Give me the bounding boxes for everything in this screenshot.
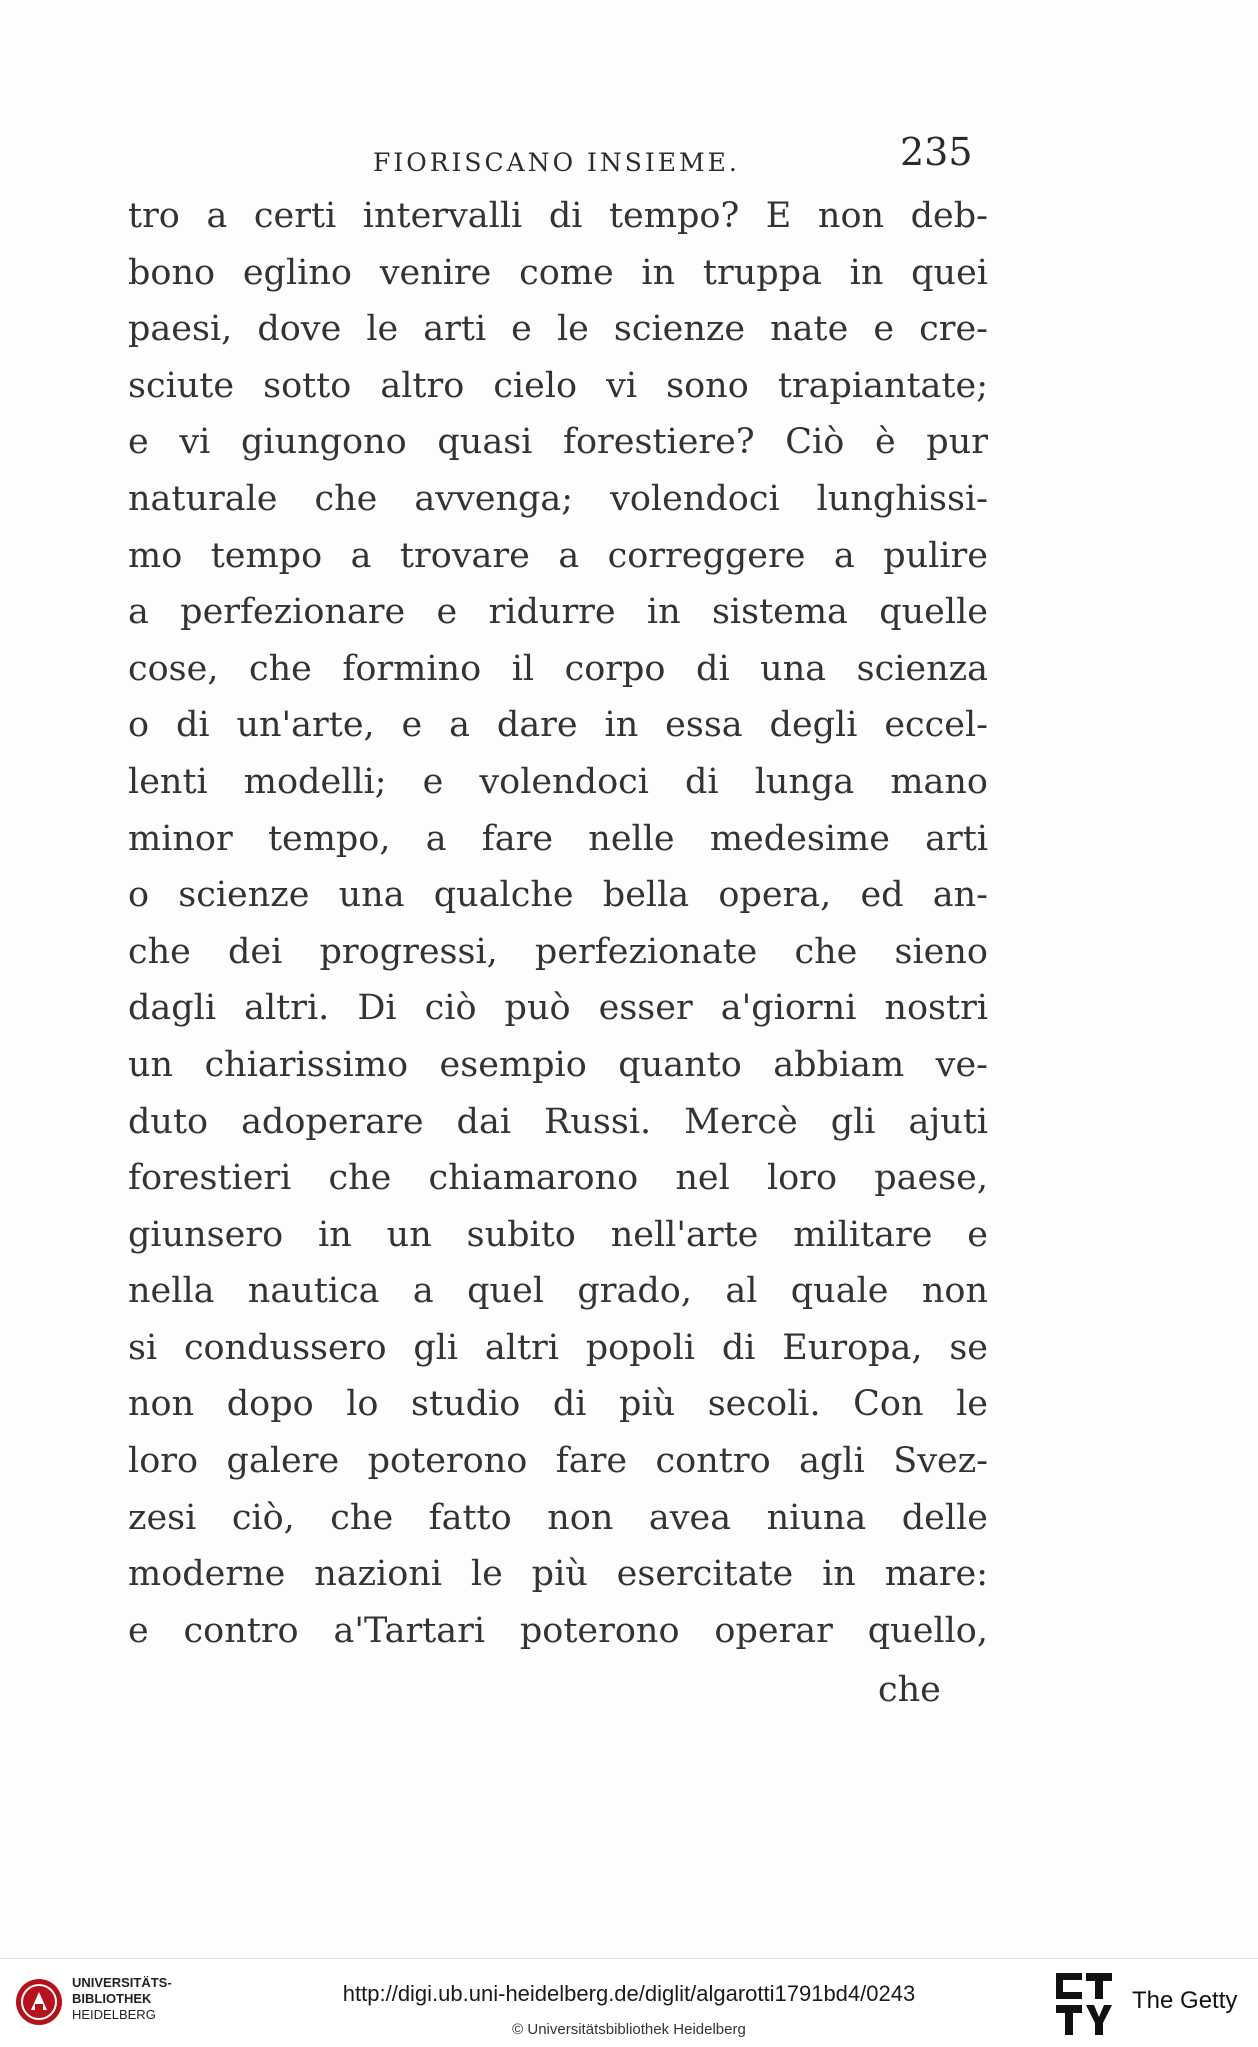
text-line: non dopo lo studio di più secoli. Con le [128, 1384, 988, 1425]
running-head: FIORISCANO INSIEME. [373, 148, 740, 177]
institution-line: UNIVERSITÄTS- [72, 1975, 172, 1990]
institution-line: BIBLIOTHEK [72, 1991, 152, 2006]
text-line: si condussero gli altri popoli di Europa, se [128, 1327, 988, 1368]
text-line: moderne nazioni le più esercitate in mare: [128, 1554, 988, 1595]
text-line: che dei progressi, perfezionate che sieno [128, 931, 988, 972]
text-line: un chiarissimo esempio quanto abbiam ve- [128, 1044, 988, 1085]
text-line: sciute sotto altro cielo vi sono trapiantate; [128, 365, 988, 406]
text-line: lenti modelli; e volendoci di lunga mano [128, 761, 988, 802]
text-line: cose, che formino il corpo di una scienza [128, 648, 988, 689]
partner-name: The Getty [1132, 1987, 1238, 2014]
text-line: naturale che avvenga; volendoci lunghissi- [128, 478, 988, 519]
text-line: loro galere poterono fare contro agli Svez- [128, 1441, 988, 1482]
text-line: dagli altri. Di ciò può esser a'giorni nostri [128, 988, 988, 1029]
body-text [128, 188, 988, 1659]
institution-line: HEIDELBERG [72, 2007, 156, 2022]
text-line: mo tempo a trovare a correggere a pulire [128, 535, 988, 576]
text-line: a perfezionare e ridurre in sistema quelle [128, 592, 988, 633]
text-line: zesi ciò, che fatto non avea niuna delle [128, 1497, 988, 1538]
text-line: e contro a'Tartari poterono operar quello, [128, 1610, 988, 1651]
text-line: giunsero in un subito nell'arte militare e [128, 1214, 988, 1255]
copyright-notice: © Universitätsbibliothek Heidelberg [512, 2021, 746, 2038]
text-line: paesi, dove le arti e le scienze nate e cre- [128, 309, 988, 350]
text-line: o di un'arte, e a dare in essa degli eccel- [128, 705, 988, 746]
text-line: minor tempo, a fare nelle medesime arti [128, 818, 988, 859]
text-line: bono eglino venire come in truppa in quei [128, 252, 988, 293]
text-line: forestieri che chiamarono nel loro paese, [128, 1158, 988, 1199]
text-line: nella nautica a quel grado, al quale non [128, 1271, 988, 1312]
text-line: e vi giungono quasi forestiere? Ciò è pur [128, 422, 988, 463]
page-number: 235 [900, 130, 973, 174]
text-line: o scienze una qualche bella opera, ed an- [128, 875, 988, 916]
viewer-footer [0, 1958, 1258, 2047]
text-line: tro a certi intervalli di tempo? E non deb- [128, 196, 988, 236]
permalink-url[interactable]: http://digi.ub.uni-heidelberg.de/diglit/algarotti1791bd4/0243 [342, 1981, 916, 2006]
getty-logo-icon [1056, 1973, 1112, 2035]
text-line: duto adoperare dai Russi. Mercè gli ajuti [128, 1101, 988, 1142]
catchword: che [878, 1670, 941, 1710]
